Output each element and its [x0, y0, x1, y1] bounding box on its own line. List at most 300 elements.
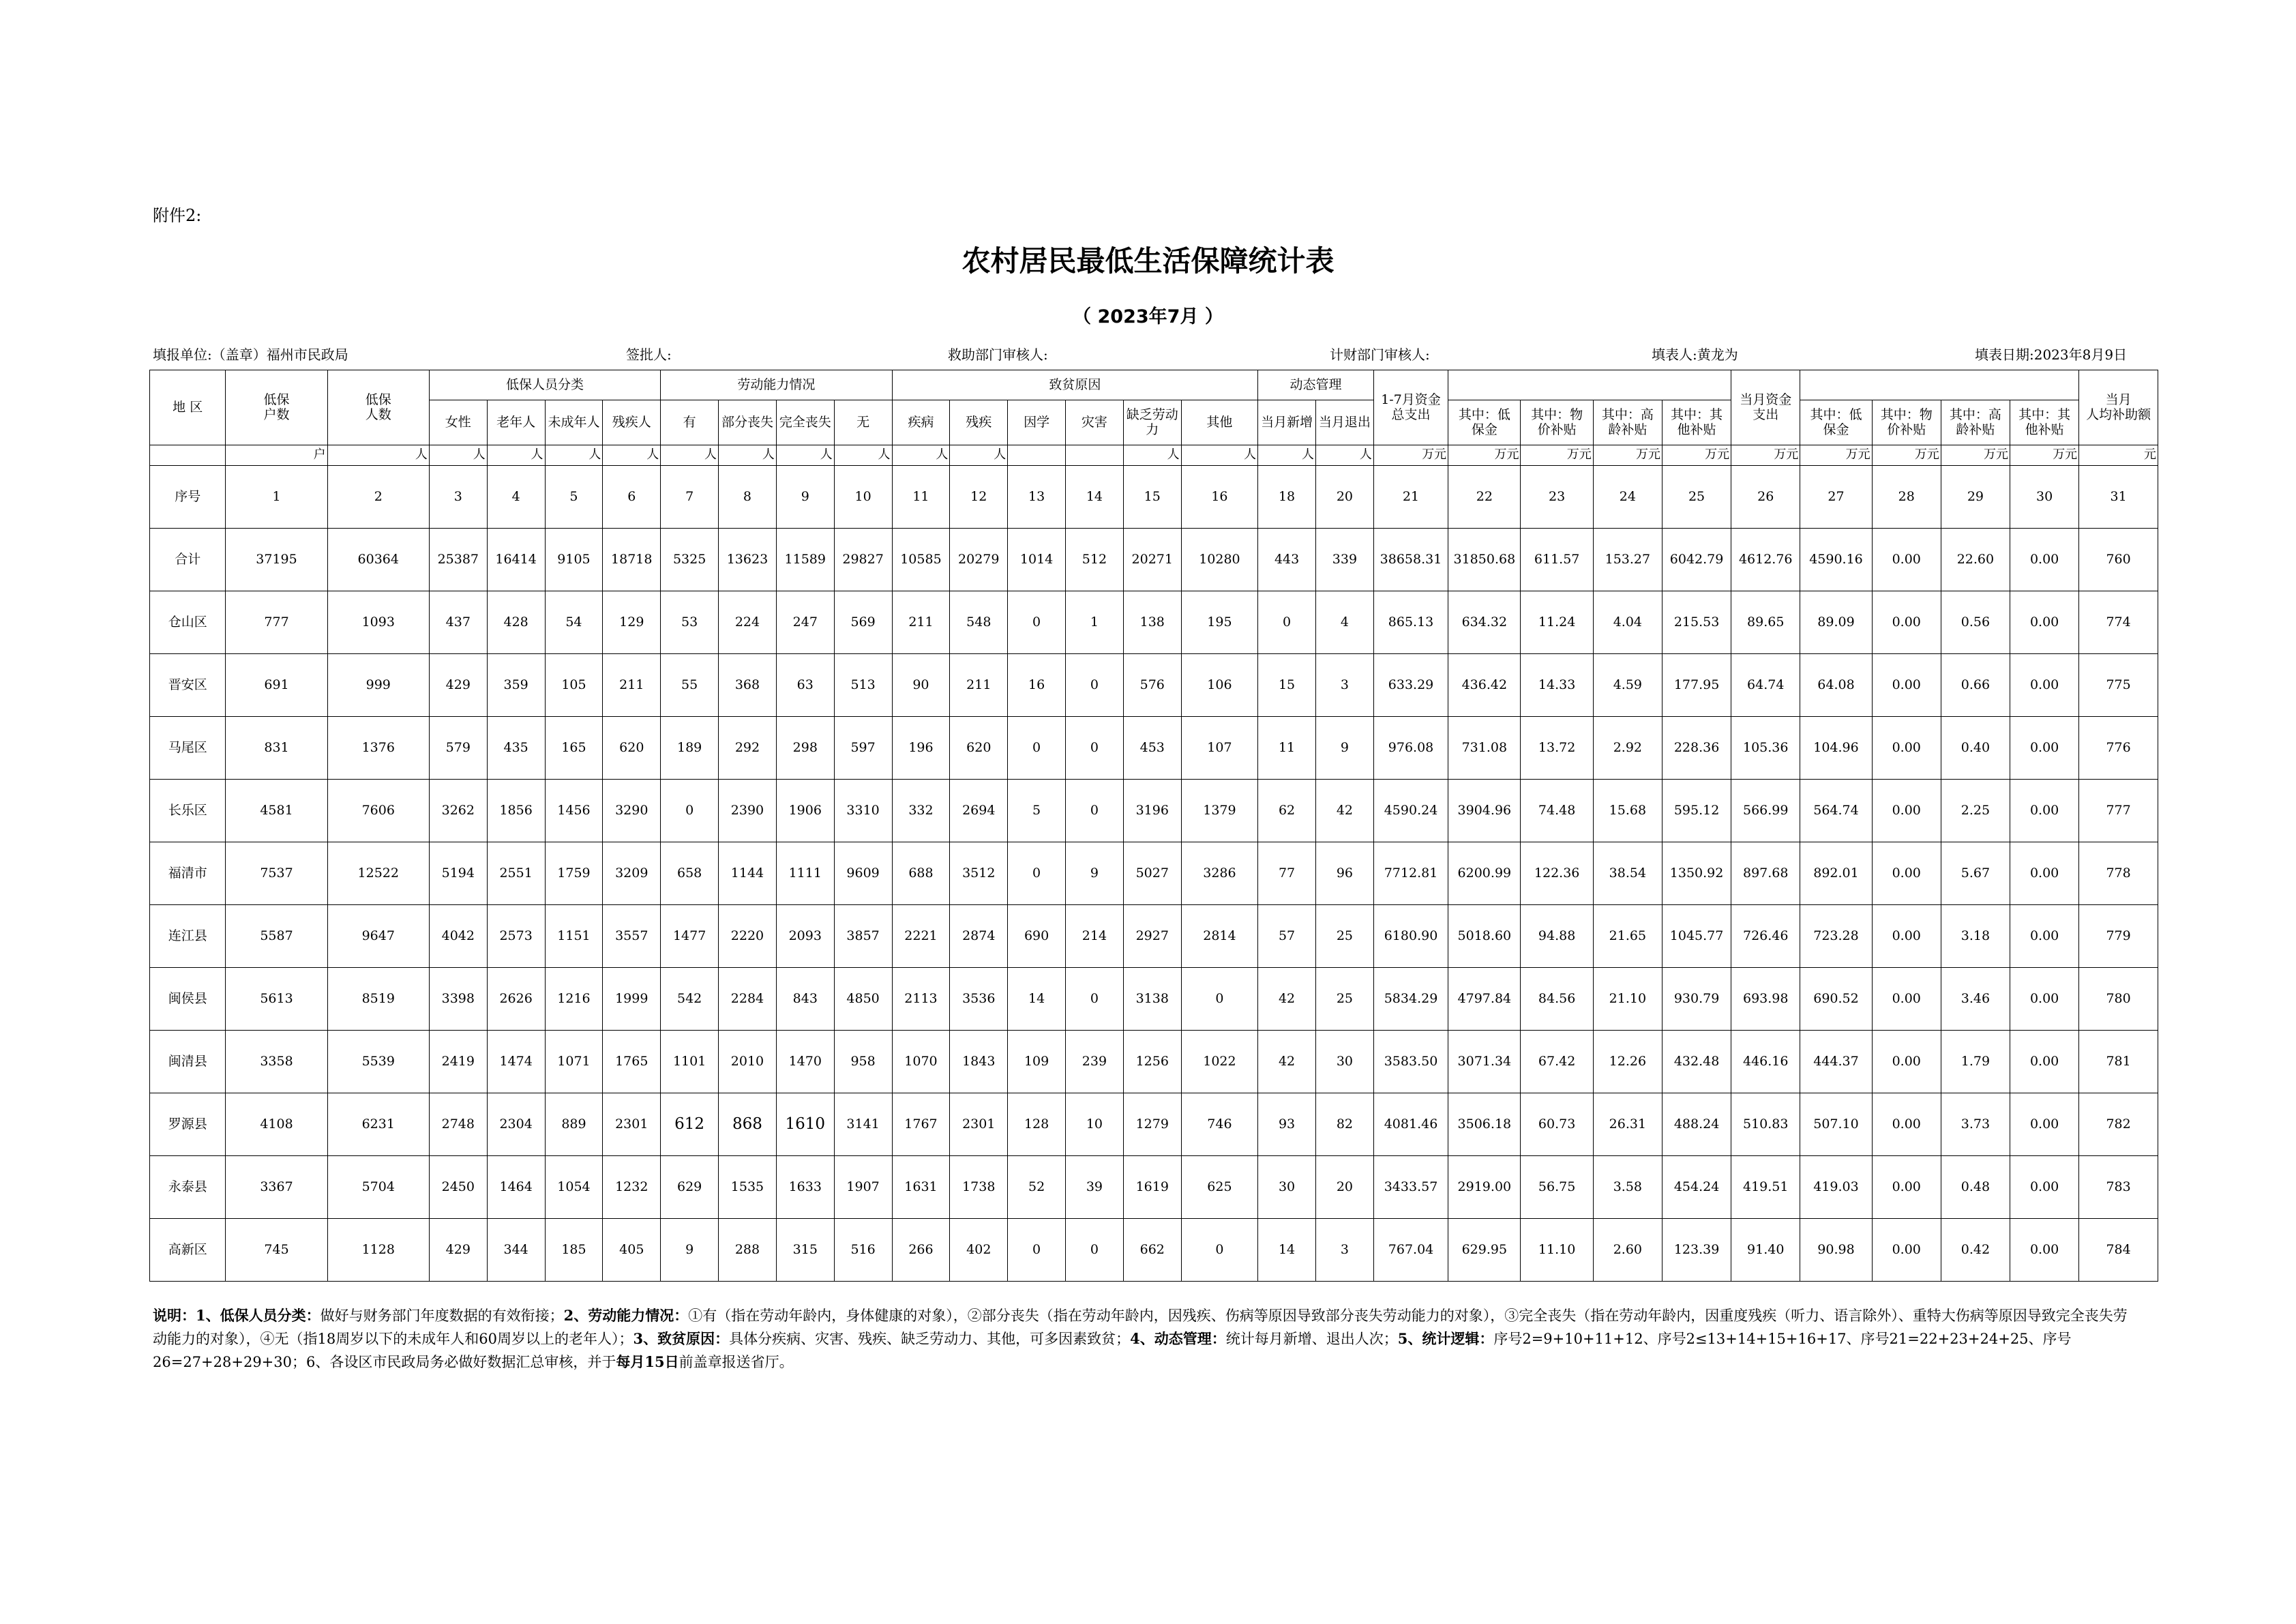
table-cell: 1014 — [1008, 529, 1066, 591]
table-cell: 579 — [429, 717, 487, 780]
table-cell: 0.42 — [1941, 1219, 2010, 1282]
table-cell: 105.36 — [1731, 717, 1800, 780]
table-cell: 2450 — [429, 1156, 487, 1219]
header-poverty-labor: 缺乏劳动力 — [1123, 400, 1181, 445]
table-cell: 4590.16 — [1800, 529, 1872, 591]
table-cell: 30 — [1258, 1156, 1316, 1219]
table-cell: 783 — [2079, 1156, 2158, 1219]
table-cell: 84.56 — [1521, 968, 1593, 1031]
note5-text: 序号2=9+10+11+12、序号2≤13+14+15+16+17、序号21=22+23+24+25、序号26=27+28+29+30；6、各设区市民政局务必做好数据汇总审核，并于 — [153, 1331, 2072, 1370]
table-cell: 3583.50 — [1373, 1031, 1448, 1093]
note6-deadline: 每月15日 — [616, 1353, 679, 1370]
table-cell: 629.95 — [1448, 1219, 1521, 1282]
table-cell: 0.00 — [2010, 529, 2079, 591]
table-cell: 428 — [487, 591, 545, 654]
table-cell: 595.12 — [1662, 780, 1731, 842]
header-fund7-other: 其中：其 他补贴 — [1662, 400, 1731, 445]
table-cell: 6200.99 — [1448, 842, 1521, 905]
table-cell: 542 — [661, 968, 719, 1031]
unit-cell: 人 — [545, 445, 603, 466]
table-row — [150, 1031, 2158, 1093]
header-poverty-disability: 残疾 — [950, 400, 1008, 445]
table-cell: 4081.46 — [1373, 1093, 1448, 1156]
sequence-number: 7 — [661, 466, 719, 529]
table-cell: 12.26 — [1593, 1031, 1662, 1093]
table-cell: 723.28 — [1800, 905, 1872, 968]
table-cell: 3433.57 — [1373, 1156, 1448, 1219]
table-cell: 6042.79 — [1662, 529, 1731, 591]
table-cell: 339 — [1315, 529, 1373, 591]
table-cell: 5018.60 — [1448, 905, 1521, 968]
region-name: 闽侯县 — [150, 968, 226, 1031]
table-cell: 1619 — [1123, 1156, 1181, 1219]
table-cell: 9 — [1066, 842, 1124, 905]
table-cell: 0.00 — [2010, 968, 2079, 1031]
table-cell: 5 — [1008, 780, 1066, 842]
table-cell: 0 — [1066, 968, 1124, 1031]
sequence-number: 30 — [2010, 466, 2079, 529]
header-labor-partial: 部分丧失 — [719, 400, 777, 445]
header-fundm-allowance: 其中：低 保金 — [1800, 400, 1872, 445]
header-group-classification: 低保人员分类 — [429, 370, 660, 400]
table-cell: 0.00 — [2010, 717, 2079, 780]
unit-cell — [1008, 445, 1066, 466]
table-cell: 0.00 — [1872, 905, 1941, 968]
table-cell: 359 — [487, 654, 545, 717]
table-cell: 332 — [892, 780, 950, 842]
table-cell: 402 — [950, 1219, 1008, 1282]
table-cell: 26.31 — [1593, 1093, 1662, 1156]
sequence-number: 24 — [1593, 466, 1662, 529]
table-cell: 2927 — [1123, 905, 1181, 968]
header-elderly: 老年人 — [487, 400, 545, 445]
table-cell: 9105 — [545, 529, 603, 591]
table-cell: 0.00 — [2010, 780, 2079, 842]
table-cell: 1464 — [487, 1156, 545, 1219]
header-poverty-illness: 疾病 — [892, 400, 950, 445]
sequence-number: 13 — [1008, 466, 1066, 529]
table-cell: 566.99 — [1731, 780, 1800, 842]
region-name: 福清市 — [150, 842, 226, 905]
table-cell: 4850 — [834, 968, 892, 1031]
table-cell: 60.73 — [1521, 1093, 1593, 1156]
table-cell: 15.68 — [1593, 780, 1662, 842]
table-cell: 9647 — [327, 905, 429, 968]
unit-cell: 万元 — [1662, 445, 1731, 466]
table-cell: 266 — [892, 1219, 950, 1282]
table-cell: 1379 — [1181, 780, 1257, 842]
table-cell: 3367 — [226, 1156, 327, 1219]
table-cell: 0.00 — [2010, 905, 2079, 968]
table-cell: 1350.92 — [1662, 842, 1731, 905]
unit-cell: 人 — [661, 445, 719, 466]
table-cell: 548 — [950, 591, 1008, 654]
note6-text: 前盖章报送省厅。 — [679, 1354, 794, 1370]
table-cell: 5613 — [226, 968, 327, 1031]
unit-cell: 人 — [892, 445, 950, 466]
table-cell: 5325 — [661, 529, 719, 591]
table-cell: 2814 — [1181, 905, 1257, 968]
table-cell: 196 — [892, 717, 950, 780]
table-cell: 1128 — [327, 1219, 429, 1282]
table-cell: 6180.90 — [1373, 905, 1448, 968]
sequence-number: 1 — [226, 466, 327, 529]
table-cell: 25 — [1315, 968, 1373, 1031]
table-cell: 3071.34 — [1448, 1031, 1521, 1093]
table-cell: 3904.96 — [1448, 780, 1521, 842]
sequence-number: 20 — [1315, 466, 1373, 529]
table-row — [150, 1093, 2158, 1156]
table-cell: 55 — [661, 654, 719, 717]
table-cell: 94.88 — [1521, 905, 1593, 968]
header-labor-full: 完全丧失 — [776, 400, 834, 445]
table-cell: 89.65 — [1731, 591, 1800, 654]
table-cell: 633.29 — [1373, 654, 1448, 717]
table-cell: 64.74 — [1731, 654, 1800, 717]
table-cell: 9 — [661, 1219, 719, 1282]
table-cell: 215.53 — [1662, 591, 1731, 654]
table-cell: 5027 — [1123, 842, 1181, 905]
table-cell: 54 — [545, 591, 603, 654]
unit-cell: 万元 — [1373, 445, 1448, 466]
table-cell: 3.73 — [1941, 1093, 2010, 1156]
table-cell: 93 — [1258, 1093, 1316, 1156]
table-cell: 153.27 — [1593, 529, 1662, 591]
unit-cell: 人 — [950, 445, 1008, 466]
table-cell: 11589 — [776, 529, 834, 591]
table-cell: 10585 — [892, 529, 950, 591]
header-dynamic-exit: 当月退出 — [1315, 400, 1373, 445]
table-cell: 691 — [226, 654, 327, 717]
table-cell: 0.66 — [1941, 654, 2010, 717]
header-persons: 低保 人数 — [327, 370, 429, 445]
table-cell: 1144 — [719, 842, 777, 905]
header-fundm-other: 其中：其 他补贴 — [2010, 400, 2079, 445]
header-dynamic-new: 当月新增 — [1258, 400, 1316, 445]
table-cell: 4.59 — [1593, 654, 1662, 717]
region-name: 永泰县 — [150, 1156, 226, 1219]
table-cell: 889 — [545, 1093, 603, 1156]
unit-cell: 人 — [1258, 445, 1316, 466]
unit-cell: 万元 — [1448, 445, 1521, 466]
sequence-number: 26 — [1731, 466, 1800, 529]
sequence-row — [150, 466, 2158, 529]
table-cell: 11.10 — [1521, 1219, 1593, 1282]
note1-text: 做好与财务部门年度数据的有效衔接； — [320, 1308, 564, 1324]
table-cell: 1765 — [603, 1031, 661, 1093]
table-cell: 53 — [661, 591, 719, 654]
table-cell: 3310 — [834, 780, 892, 842]
unit-cell: 万元 — [1800, 445, 1872, 466]
table-cell: 2113 — [892, 968, 950, 1031]
table-cell: 0 — [1181, 968, 1257, 1031]
table-cell: 2.25 — [1941, 780, 2010, 842]
table-cell: 37195 — [226, 529, 327, 591]
table-cell: 620 — [603, 717, 661, 780]
sequence-number: 12 — [950, 466, 1008, 529]
table-cell: 42 — [1258, 1031, 1316, 1093]
table-cell: 3196 — [1123, 780, 1181, 842]
table-cell: 90 — [892, 654, 950, 717]
table-cell: 0.00 — [2010, 842, 2079, 905]
finance-reviewer-label: 计财部门审核人: — [1330, 346, 1430, 363]
unit-cell: 人 — [1123, 445, 1181, 466]
table-cell: 1 — [1066, 591, 1124, 654]
table-cell: 4581 — [226, 780, 327, 842]
table-cell: 516 — [834, 1219, 892, 1282]
table-cell: 0.48 — [1941, 1156, 2010, 1219]
table-cell: 5194 — [429, 842, 487, 905]
table-cell: 0.56 — [1941, 591, 2010, 654]
table-cell: 122.36 — [1521, 842, 1593, 905]
unit-cell: 人 — [603, 445, 661, 466]
table-cell: 0 — [1066, 780, 1124, 842]
table-cell: 1376 — [327, 717, 429, 780]
table-cell: 2919.00 — [1448, 1156, 1521, 1219]
table-cell: 0.40 — [1941, 717, 2010, 780]
table-cell: 436.42 — [1448, 654, 1521, 717]
header-avg-subsidy: 当月 人均补助额 — [2079, 370, 2158, 445]
table-cell: 224 — [719, 591, 777, 654]
sequence-number: 23 — [1521, 466, 1593, 529]
table-cell: 0.00 — [1872, 968, 1941, 1031]
table-cell: 1843 — [950, 1031, 1008, 1093]
table-cell: 782 — [2079, 1093, 2158, 1156]
unit-cell — [1066, 445, 1124, 466]
header-fund7-price: 其中：物 价补贴 — [1521, 400, 1593, 445]
table-cell: 4108 — [226, 1093, 327, 1156]
table-cell: 1045.77 — [1662, 905, 1731, 968]
table-cell: 2220 — [719, 905, 777, 968]
table-cell: 2694 — [950, 780, 1008, 842]
table-cell: 435 — [487, 717, 545, 780]
table-cell: 52 — [1008, 1156, 1066, 1219]
header-region: 地 区 — [150, 370, 226, 445]
table-cell: 2301 — [603, 1093, 661, 1156]
table-cell: 165 — [545, 717, 603, 780]
table-cell: 7606 — [327, 780, 429, 842]
table-cell: 3557 — [603, 905, 661, 968]
table-cell: 7537 — [226, 842, 327, 905]
table-cell: 0.00 — [1872, 1031, 1941, 1093]
region-name: 仓山区 — [150, 591, 226, 654]
table-cell: 107 — [1181, 717, 1257, 780]
header-female: 女性 — [429, 400, 487, 445]
table-cell: 4797.84 — [1448, 968, 1521, 1031]
header-poverty-other: 其他 — [1181, 400, 1257, 445]
table-cell: 767.04 — [1373, 1219, 1448, 1282]
header-poverty-disaster: 灾害 — [1066, 400, 1124, 445]
table-cell: 15 — [1258, 654, 1316, 717]
table-cell: 288 — [719, 1219, 777, 1282]
table-cell: 437 — [429, 591, 487, 654]
table-cell: 16414 — [487, 529, 545, 591]
table-row — [150, 905, 2158, 968]
region-name: 罗源县 — [150, 1093, 226, 1156]
table-cell: 0 — [1008, 591, 1066, 654]
table-cell: 453 — [1123, 717, 1181, 780]
table-cell: 1610 — [776, 1093, 834, 1156]
table-cell: 14.33 — [1521, 654, 1593, 717]
table-cell: 1470 — [776, 1031, 834, 1093]
table-cell: 11 — [1258, 717, 1316, 780]
table-cell: 211 — [603, 654, 661, 717]
page-title: 农村居民最低生活保障统计表 — [961, 244, 1335, 278]
reporting-unit: 填报单位:（盖章）福州市民政局 — [153, 346, 348, 363]
note2-text: ①有（指在劳动年龄内，身体健康的对象），②部分丧失（指在劳动年龄内，因残疾、伤病等原因导致部分丧失劳动能力的对象），③完全丧失（指在劳动年龄内，因重度残疾（听力、语言除外）、重特大伤病等原因导致完全丧失劳动能力的对象），④无（指18周岁以下的未成年人和60周岁以上的老年人）； — [153, 1308, 2128, 1347]
table-cell: 976.08 — [1373, 717, 1448, 780]
table-cell: 0 — [1258, 591, 1316, 654]
table-cell: 746 — [1181, 1093, 1257, 1156]
table-cell: 77 — [1258, 842, 1316, 905]
table-cell: 14 — [1258, 1219, 1316, 1282]
unit-cell: 人 — [487, 445, 545, 466]
table-cell: 1631 — [892, 1156, 950, 1219]
table-cell: 18718 — [603, 529, 661, 591]
table-cell: 512 — [1066, 529, 1124, 591]
region-name: 晋安区 — [150, 654, 226, 717]
table-cell: 612 — [661, 1093, 719, 1156]
table-cell: 90.98 — [1800, 1219, 1872, 1282]
table-cell: 0.00 — [1872, 654, 1941, 717]
table-cell: 1054 — [545, 1156, 603, 1219]
table-cell: 106 — [1181, 654, 1257, 717]
table-cell: 0 — [1066, 654, 1124, 717]
table-cell: 0 — [1066, 1219, 1124, 1282]
table-cell: 6231 — [327, 1093, 429, 1156]
table-cell: 20 — [1315, 1156, 1373, 1219]
table-cell: 564.74 — [1800, 780, 1872, 842]
unit-cell: 万元 — [1731, 445, 1800, 466]
table-cell: 2551 — [487, 842, 545, 905]
table-cell: 10 — [1066, 1093, 1124, 1156]
statistics-table — [149, 370, 2158, 1282]
table-cell: 1232 — [603, 1156, 661, 1219]
unit-cell: 户 — [226, 445, 327, 466]
note5-label: 5、统计逻辑： — [1397, 1330, 1494, 1347]
table-cell: 9 — [1315, 717, 1373, 780]
table-cell: 3512 — [950, 842, 1008, 905]
table-cell: 129 — [603, 591, 661, 654]
table-cell: 74.48 — [1521, 780, 1593, 842]
table-row — [150, 968, 2158, 1031]
header-group-poverty: 致贫原因 — [892, 370, 1258, 400]
table-cell: 177.95 — [1662, 654, 1731, 717]
table-cell: 2390 — [719, 780, 777, 842]
table-cell: 760 — [2079, 529, 2158, 591]
table-cell: 0.00 — [2010, 591, 2079, 654]
table-cell: 1111 — [776, 842, 834, 905]
table-cell: 1071 — [545, 1031, 603, 1093]
header-poverty-school: 因学 — [1008, 400, 1066, 445]
table-cell: 0.00 — [1872, 1093, 1941, 1156]
table-cell: 16 — [1008, 654, 1066, 717]
table-cell: 429 — [429, 654, 487, 717]
table-row — [150, 842, 2158, 905]
table-cell: 195 — [1181, 591, 1257, 654]
table-cell: 958 — [834, 1031, 892, 1093]
table-cell: 368 — [719, 654, 777, 717]
table-cell: 999 — [327, 654, 429, 717]
table-cell: 1216 — [545, 968, 603, 1031]
table-cell: 513 — [834, 654, 892, 717]
table-cell: 21.65 — [1593, 905, 1662, 968]
table-cell: 429 — [429, 1219, 487, 1282]
table-cell: 63 — [776, 654, 834, 717]
table-cell: 488.24 — [1662, 1093, 1731, 1156]
sequence-number: 16 — [1181, 466, 1257, 529]
table-cell: 29827 — [834, 529, 892, 591]
sequence-number: 9 — [776, 466, 834, 529]
table-cell: 3286 — [1181, 842, 1257, 905]
region-name: 长乐区 — [150, 780, 226, 842]
header-labor-none: 无 — [834, 400, 892, 445]
table-cell: 3290 — [603, 780, 661, 842]
table-cell: 14 — [1008, 968, 1066, 1031]
table-cell: 22.60 — [1941, 529, 2010, 591]
sequence-number: 10 — [834, 466, 892, 529]
table-cell: 211 — [892, 591, 950, 654]
sequence-number: 21 — [1373, 466, 1448, 529]
region-name: 连江县 — [150, 905, 226, 968]
table-cell: 780 — [2079, 968, 2158, 1031]
sequence-number: 22 — [1448, 466, 1521, 529]
sequence-number: 15 — [1123, 466, 1181, 529]
note3-label: 3、致贫原因： — [633, 1330, 730, 1347]
sequence-number: 14 — [1066, 466, 1124, 529]
unit-cell: 元 — [2079, 445, 2158, 466]
table-cell: 4.04 — [1593, 591, 1662, 654]
table-cell: 690.52 — [1800, 968, 1872, 1031]
notes — [153, 1304, 2141, 1374]
table-cell: 3138 — [1123, 968, 1181, 1031]
table-cell: 779 — [2079, 905, 2158, 968]
table-cell: 1151 — [545, 905, 603, 968]
table-cell: 778 — [2079, 842, 2158, 905]
table-cell: 1633 — [776, 1156, 834, 1219]
header-fund7-allowance: 其中：低 保金 — [1448, 400, 1521, 445]
table-cell: 1456 — [545, 780, 603, 842]
table-cell: 597 — [834, 717, 892, 780]
unit-cell: 万元 — [1521, 445, 1593, 466]
table-cell: 1906 — [776, 780, 834, 842]
table-cell: 865.13 — [1373, 591, 1448, 654]
table-cell: 0 — [1181, 1219, 1257, 1282]
table-cell: 13.72 — [1521, 717, 1593, 780]
table-cell: 214 — [1066, 905, 1124, 968]
table-cell: 315 — [776, 1219, 834, 1282]
table-row — [150, 1156, 2158, 1219]
table-cell: 3536 — [950, 968, 1008, 1031]
table-cell: 0.00 — [1872, 717, 1941, 780]
table-cell: 731.08 — [1448, 717, 1521, 780]
table-cell: 0.00 — [1872, 591, 1941, 654]
table-cell: 25387 — [429, 529, 487, 591]
table-cell: 726.46 — [1731, 905, 1800, 968]
table-body — [150, 529, 2158, 1282]
table-cell: 432.48 — [1662, 1031, 1731, 1093]
table-cell: 611.57 — [1521, 529, 1593, 591]
table-cell: 21.10 — [1593, 968, 1662, 1031]
unit-cell: 人 — [1315, 445, 1373, 466]
table-cell: 569 — [834, 591, 892, 654]
table-cell: 419.03 — [1800, 1156, 1872, 1219]
table-cell: 1101 — [661, 1031, 719, 1093]
sequence-number: 18 — [1258, 466, 1316, 529]
header-fund7-blank — [1448, 370, 1731, 400]
unit-cell: 人 — [776, 445, 834, 466]
table-cell: 109 — [1008, 1031, 1066, 1093]
